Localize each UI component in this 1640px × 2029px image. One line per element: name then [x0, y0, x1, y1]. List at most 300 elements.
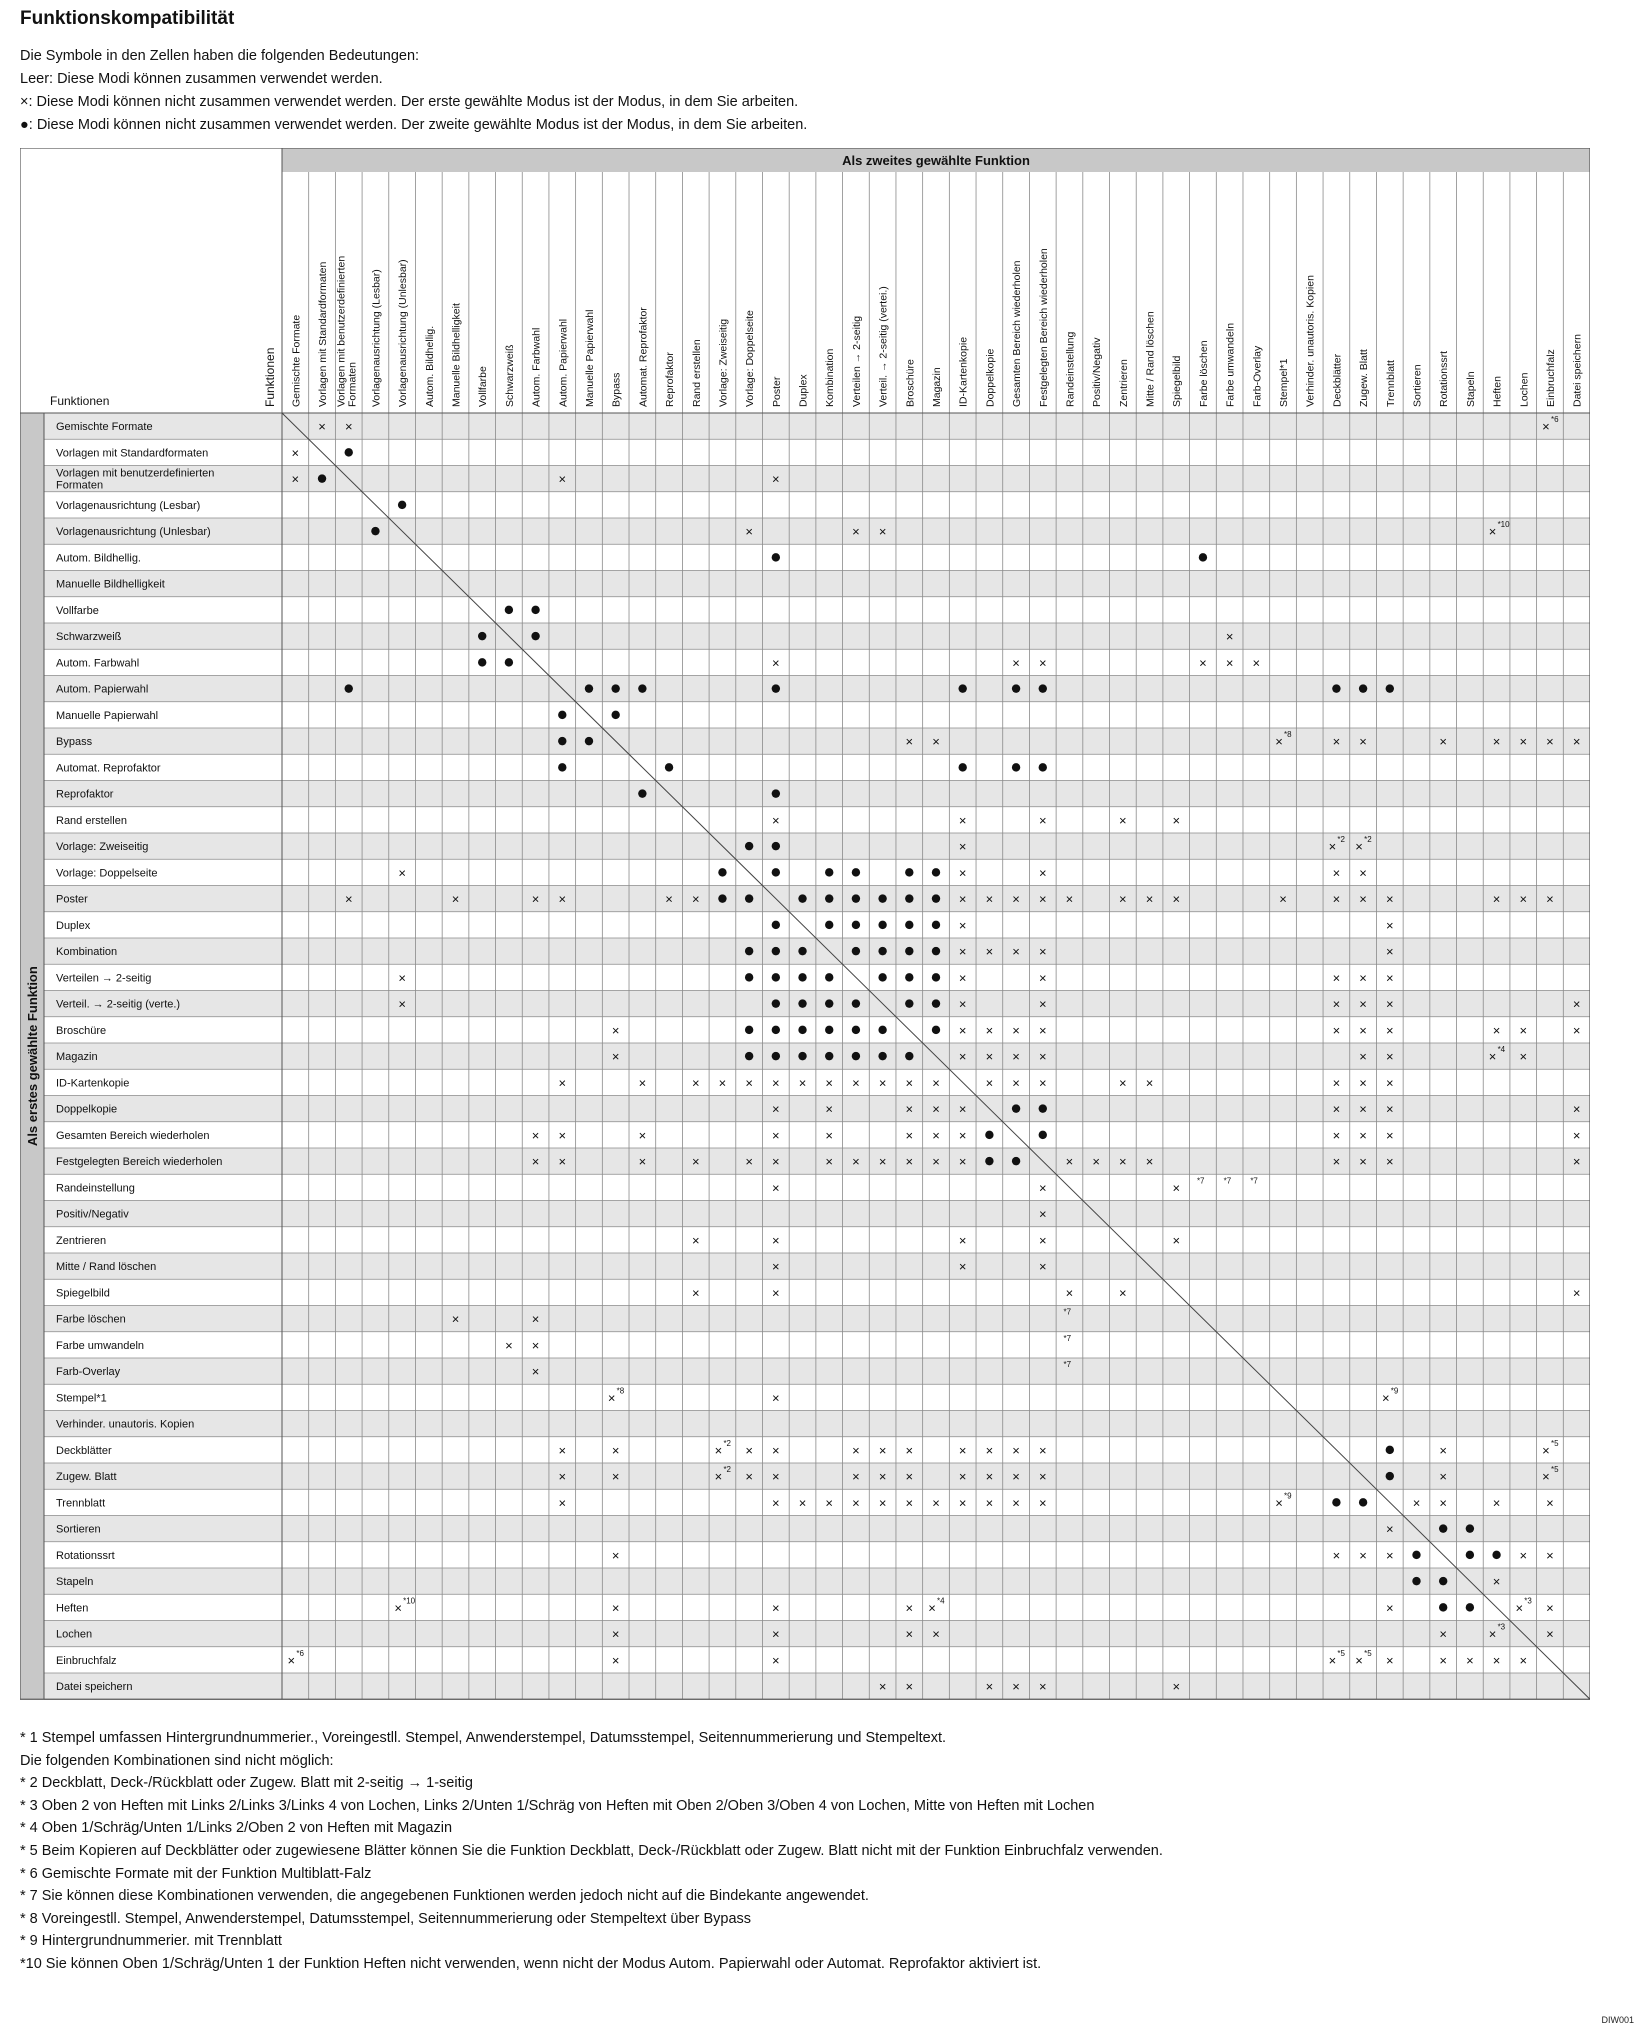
cross-mark: ×: [958, 1259, 967, 1275]
cross-mark: ×: [1038, 1495, 1047, 1511]
cross-mark: ×: [611, 1022, 620, 1038]
dot-mark: [1332, 1498, 1340, 1506]
dot-mark: [531, 632, 539, 640]
cross-mark: ×: [1439, 1626, 1447, 1642]
dot-mark: [825, 973, 833, 981]
cross-mark: ×: [772, 1495, 780, 1511]
cross-mark: ×: [344, 419, 353, 435]
row-label: Gesamten Bereich wiederholen: [56, 1129, 210, 1142]
cross-mark: ×: [1385, 970, 1394, 986]
dot-mark: [772, 789, 780, 797]
cross-mark: ×: [1381, 1390, 1390, 1406]
row-label: Magazin: [56, 1051, 98, 1063]
cross-mark: ×: [1038, 655, 1047, 671]
cross-mark: ×: [611, 1652, 620, 1668]
cross-mark: ×: [1385, 1075, 1394, 1091]
row-label: Vorlagenausrichtung (Unlesbar): [56, 526, 211, 538]
cross-mark: ×: [291, 471, 300, 487]
cross-mark: ×: [1519, 1547, 1528, 1563]
column-label: Reprofaktor: [664, 352, 677, 407]
dot-mark: [558, 711, 566, 719]
column-label: Vorlagenausrichtung (Lesbar): [370, 269, 383, 407]
cross-mark: ×: [1359, 1127, 1367, 1143]
row-stripe: [44, 1096, 1590, 1122]
row-label: ID-Kartenkopie: [56, 1077, 130, 1090]
page-title: Funktionskompatibilität: [20, 8, 235, 29]
footnote-ref: *5: [1364, 1648, 1372, 1658]
cross-mark: ×: [772, 1442, 780, 1458]
cross-mark: ×: [1542, 419, 1550, 435]
cross-mark: ×: [1332, 1022, 1341, 1038]
dot-mark: [772, 973, 780, 981]
dot-mark: [932, 999, 940, 1007]
cross-mark: ×: [1012, 944, 1020, 960]
dot-mark: [745, 947, 753, 955]
cross-mark: ×: [1572, 1285, 1581, 1301]
cross-mark: ×: [1119, 1285, 1127, 1301]
cross-mark: ×: [1385, 1154, 1394, 1170]
dot-mark: [558, 737, 566, 745]
cross-mark: ×: [1252, 655, 1261, 671]
cross-mark: ×: [718, 1075, 727, 1091]
row-group-label: Als erstes gewählte Funktion: [25, 966, 40, 1147]
cross-mark: ×: [638, 1154, 647, 1170]
dot-mark: [932, 973, 940, 981]
cross-mark: ×: [825, 1075, 834, 1091]
column-group-label: Als zweites gewählte Funktion: [842, 153, 1030, 168]
cross-mark: ×: [607, 1390, 616, 1406]
dot-mark: [478, 632, 486, 640]
cross-mark: ×: [1359, 1101, 1367, 1117]
cross-mark: ×: [905, 1679, 914, 1695]
cross-mark: ×: [1012, 1022, 1020, 1038]
cross-mark: ×: [1488, 1049, 1497, 1065]
cross-mark: ×: [1328, 839, 1337, 855]
column-label: Deckblätter: [1331, 353, 1344, 407]
dot-mark: [1359, 684, 1367, 692]
dot-mark: [905, 999, 913, 1007]
column-label: ID-Kartenkopie: [957, 336, 970, 407]
cross-mark: ×: [1546, 1547, 1554, 1563]
corner-row-label: Funktionen: [50, 394, 110, 408]
cross-mark: ×: [1359, 1022, 1367, 1038]
cross-mark: ×: [1225, 655, 1234, 671]
dot-mark: [878, 947, 886, 955]
cross-mark: ×: [852, 524, 860, 540]
cross-mark: ×: [958, 996, 967, 1012]
dot-mark: [852, 868, 860, 876]
column-label: Verhinder. unautoris. Kopien: [1304, 275, 1317, 407]
dot-mark: [798, 894, 806, 902]
cross-mark: ×: [1359, 1075, 1367, 1091]
cross-mark: ×: [932, 1075, 940, 1091]
cross-mark: ×: [398, 970, 406, 986]
row-label: Farb-Overlay: [56, 1366, 121, 1378]
dot-mark: [932, 868, 940, 876]
dot-mark: [772, 553, 780, 561]
cross-mark: ×: [958, 944, 967, 960]
cross-mark: ×: [878, 1154, 887, 1170]
cross-mark: ×: [1359, 891, 1367, 907]
cross-mark: ×: [905, 1101, 914, 1117]
footnote-ref: *2: [723, 1438, 732, 1448]
row-label: Einbruchfalz: [56, 1654, 117, 1667]
cross-mark: ×: [1225, 629, 1234, 645]
dot-mark: [1466, 1603, 1474, 1611]
cross-mark: ×: [1012, 1679, 1020, 1695]
cross-mark: ×: [1359, 865, 1367, 881]
cross-mark: ×: [1355, 1652, 1363, 1668]
cross-mark: ×: [611, 1547, 620, 1563]
symbol-legend: [20, 45, 1620, 137]
row-label: Randeinstellung: [56, 1182, 135, 1195]
cross-mark: ×: [1519, 734, 1528, 750]
footnote-7: * 7 Sie können diese Kombinationen verwenden, die angegebenen Funktionen werden jedoch nicht auf die Bindekante angewendet.: [20, 1888, 869, 1905]
cross-mark: ×: [1332, 865, 1341, 881]
dot-mark: [825, 1052, 833, 1060]
row-label: Bypass: [56, 736, 93, 748]
cross-mark: ×: [1038, 996, 1047, 1012]
cross-mark: ×: [1065, 891, 1074, 907]
dot-mark: [878, 1026, 886, 1034]
dot-mark: [932, 894, 940, 902]
cross-mark: ×: [958, 891, 967, 907]
footnote-ref: *10: [403, 1596, 416, 1606]
cross-mark: ×: [958, 1022, 967, 1038]
cross-mark: ×: [1385, 1652, 1394, 1668]
cross-mark: ×: [1038, 1232, 1047, 1248]
cross-mark: ×: [905, 1626, 914, 1642]
column-label: Spiegelbild: [1171, 355, 1184, 407]
cross-mark: ×: [451, 1311, 460, 1327]
row-label: Stempel*1: [56, 1392, 107, 1405]
cross-mark: ×: [1332, 1075, 1341, 1091]
dot-mark: [932, 947, 940, 955]
cross-mark: ×: [611, 1049, 620, 1065]
cross-mark: ×: [1546, 734, 1554, 750]
cross-mark: ×: [1012, 891, 1020, 907]
cross-mark: ×: [1038, 1679, 1047, 1695]
cross-mark: ×: [1519, 891, 1528, 907]
dot-mark: [1439, 1577, 1447, 1585]
column-label: Zugew. Blatt: [1358, 349, 1371, 407]
cross-mark: ×: [878, 1469, 887, 1485]
dot-mark: [825, 1026, 833, 1034]
cross-mark: ×: [1145, 1075, 1154, 1091]
footnote-ref: *4: [937, 1596, 945, 1606]
dot-mark: [558, 763, 566, 771]
row-label: Schwarzweiß: [56, 631, 122, 643]
cross-mark: ×: [531, 1154, 540, 1170]
cross-mark: ×: [451, 891, 460, 907]
dot-mark: [985, 1131, 993, 1139]
footnote-ref: *2: [1364, 835, 1372, 844]
column-label: Vorlagen mit benutzerdefinierten: [335, 255, 348, 407]
cross-mark: ×: [1332, 1154, 1341, 1170]
cross-mark: ×: [691, 1232, 700, 1248]
dot-mark: [825, 999, 833, 1007]
column-label: Broschüre: [904, 359, 917, 407]
row-stripe: [44, 1621, 1590, 1647]
dot-mark: [985, 1157, 993, 1165]
cross-mark: ×: [825, 1127, 834, 1143]
cross-mark: ×: [878, 1679, 887, 1695]
cross-mark: ×: [714, 1469, 723, 1485]
cross-mark: ×: [1572, 1127, 1581, 1143]
cross-mark: ×: [1385, 996, 1394, 1012]
cross-mark: ×: [1275, 1495, 1283, 1511]
cross-mark: ×: [958, 1127, 967, 1143]
column-label: Doppelkopie: [984, 348, 997, 407]
cross-mark: ×: [772, 471, 780, 487]
cross-mark: ×: [825, 1154, 834, 1170]
dot-mark: [1012, 763, 1020, 771]
cross-mark: ×: [985, 1495, 994, 1511]
cross-mark: ×: [1466, 1652, 1474, 1668]
cross-mark: ×: [1279, 891, 1287, 907]
cross-mark: ×: [985, 891, 994, 907]
footnote-ref: *7: [1063, 1333, 1072, 1343]
cross-mark: ×: [958, 1154, 967, 1170]
column-label: Vorlagenausrichtung (Unlesbar): [397, 259, 410, 407]
cross-mark: ×: [1332, 1127, 1341, 1143]
dot-mark: [852, 947, 860, 955]
cross-mark: ×: [1492, 891, 1501, 907]
row-label: Reprofaktor: [56, 788, 114, 801]
cross-mark: ×: [1546, 1600, 1554, 1616]
cross-mark: ×: [772, 1232, 780, 1248]
column-label: Schwarzweiß: [503, 344, 516, 407]
column-label: Heften: [1491, 376, 1504, 407]
cross-mark: ×: [1359, 1547, 1367, 1563]
row-label: Verteil. → 2-seitig (verte.): [56, 998, 181, 1011]
footnote-ref: *2: [723, 1465, 732, 1474]
row-label: Deckblätter: [56, 1444, 112, 1457]
dot-mark: [772, 684, 780, 692]
dot-mark: [798, 1026, 806, 1034]
cross-mark: ×: [905, 734, 914, 750]
column-label: Farbe umwandeln: [1224, 322, 1237, 407]
row-stripe: [44, 676, 1590, 702]
dot-mark: [1412, 1577, 1420, 1585]
row-stripe: [44, 1673, 1590, 1699]
cross-mark: ×: [772, 1626, 780, 1642]
cross-mark: ×: [394, 1600, 402, 1616]
cross-mark: ×: [1328, 1652, 1337, 1668]
dot-mark: [1039, 684, 1047, 692]
row-label: Automat. Reprofaktor: [56, 762, 161, 775]
dot-mark: [638, 684, 646, 692]
column-label: Manuelle Bildhelligkeit: [450, 303, 463, 407]
cross-mark: ×: [985, 1469, 994, 1485]
cross-mark: ×: [1119, 891, 1127, 907]
cross-mark: ×: [1119, 1075, 1127, 1091]
column-label: Farb-Overlay: [1251, 345, 1264, 407]
cross-mark: ×: [772, 1285, 780, 1301]
cross-mark: ×: [1172, 1180, 1181, 1196]
cross-mark: ×: [1355, 839, 1363, 855]
cross-mark: ×: [691, 1154, 700, 1170]
cross-mark: ×: [745, 524, 753, 540]
cross-mark: ×: [1038, 865, 1047, 881]
column-label: Sortieren: [1411, 364, 1424, 407]
corner-col-label: Funktionen: [263, 347, 277, 407]
cross-mark: ×: [905, 1469, 914, 1485]
cross-mark: ×: [1359, 1154, 1367, 1170]
cross-mark: ×: [825, 1101, 834, 1117]
cross-mark: ×: [1385, 1127, 1394, 1143]
cross-mark: ×: [958, 812, 967, 828]
cross-mark: ×: [852, 1469, 860, 1485]
cross-mark: ×: [558, 1075, 567, 1091]
cross-mark: ×: [772, 655, 780, 671]
cross-mark: ×: [1572, 996, 1581, 1012]
dot-mark: [772, 1052, 780, 1060]
cross-mark: ×: [825, 1495, 834, 1511]
cross-mark: ×: [1332, 970, 1341, 986]
row-label: Vorlagen mit Standardformaten: [56, 447, 209, 460]
row-label: Formaten: [56, 479, 104, 492]
column-label: Randeinstellung: [1064, 331, 1077, 407]
dot-mark: [852, 1052, 860, 1060]
column-label: Lochen: [1518, 372, 1531, 407]
column-label: Einbruchfalz: [1544, 349, 1557, 407]
row-label: Autom. Farbwahl: [56, 657, 140, 670]
cross-mark: ×: [958, 1232, 967, 1248]
column-label: Positiv/Negativ: [1091, 337, 1104, 407]
row-label: Duplex: [56, 919, 91, 932]
cross-mark: ×: [798, 1075, 807, 1091]
footnote-ref: *5: [1550, 1438, 1559, 1448]
row-stripe: [44, 1516, 1590, 1542]
cross-mark: ×: [1385, 917, 1394, 933]
dot-mark: [745, 973, 753, 981]
cross-mark: ×: [1359, 970, 1367, 986]
cross-mark: ×: [1172, 812, 1181, 828]
row-label: Heften: [56, 1602, 89, 1615]
cross-mark: ×: [1038, 1049, 1047, 1065]
cross-mark: ×: [878, 524, 887, 540]
row-stripe: [44, 991, 1590, 1017]
cross-mark: ×: [958, 970, 967, 986]
dot-mark: [345, 684, 353, 692]
footnote-4: * 4 Oben 1/Schräg/Unten 1/Links 2/Oben 2 von Heften mit Magazin: [20, 1820, 453, 1837]
cross-mark: ×: [531, 1364, 540, 1380]
dot-mark: [718, 868, 726, 876]
dot-mark: [1439, 1603, 1447, 1611]
row-stripe: [44, 623, 1590, 649]
row-label: Rand erstellen: [56, 814, 127, 827]
cross-mark: ×: [691, 1075, 700, 1091]
legend-dot: ●: Diese Modi können nicht zusammen verwendet werden. Der zweite gewählte Modus ist der Modus, in dem Sie arbeiten.: [20, 117, 808, 133]
dot-mark: [1012, 1104, 1020, 1112]
column-label: Gesamten Bereich wiederholen: [1011, 260, 1024, 407]
cross-mark: ×: [1546, 891, 1554, 907]
cross-mark: ×: [985, 1075, 994, 1091]
cross-mark: ×: [1038, 1259, 1047, 1275]
column-label: Stempel*1: [1278, 358, 1291, 407]
footnote-ref: *7: [1250, 1176, 1258, 1186]
cross-mark: ×: [985, 1442, 994, 1458]
cross-mark: ×: [344, 891, 353, 907]
dot-mark: [585, 684, 593, 692]
row-label: Autom. Papierwahl: [56, 683, 149, 696]
cross-mark: ×: [745, 1075, 753, 1091]
cross-mark: ×: [958, 839, 967, 855]
cross-mark: ×: [1385, 1547, 1394, 1563]
cross-mark: ×: [772, 1469, 780, 1485]
cross-mark: ×: [878, 1495, 887, 1511]
dot-mark: [1466, 1524, 1474, 1532]
cross-mark: ×: [1038, 812, 1047, 828]
cross-mark: ×: [531, 891, 540, 907]
footnote-ref: *6: [1550, 415, 1559, 424]
column-label: Vorlage: Zweiseitig: [717, 318, 730, 407]
row-label: Vollfarbe: [56, 604, 99, 617]
dot-mark: [1412, 1551, 1420, 1559]
row-stripe: [44, 886, 1590, 912]
dot-mark: [1386, 684, 1394, 692]
cross-mark: ×: [1145, 891, 1154, 907]
cross-mark: ×: [958, 1049, 967, 1065]
column-label: Rand erstellen: [690, 339, 703, 407]
cross-mark: ×: [905, 1495, 914, 1511]
dot-mark: [638, 789, 646, 797]
cross-mark: ×: [1038, 1075, 1047, 1091]
row-label: Sortieren: [56, 1523, 101, 1536]
footnote-ref: *8: [616, 1386, 625, 1396]
dot-mark: [852, 1026, 860, 1034]
cross-mark: ×: [1092, 1154, 1100, 1170]
row-label: Rotationssrt: [56, 1549, 115, 1562]
cross-mark: ×: [638, 1075, 647, 1091]
cross-mark: ×: [558, 1127, 567, 1143]
dot-mark: [878, 894, 886, 902]
cross-mark: ×: [985, 1049, 994, 1065]
cross-mark: ×: [1359, 996, 1367, 1012]
figure-code: DIW001: [1601, 2015, 1634, 2025]
cross-mark: ×: [558, 1442, 567, 1458]
cross-mark: ×: [1359, 734, 1367, 750]
cross-mark: ×: [1492, 1652, 1501, 1668]
dot-mark: [772, 947, 780, 955]
footnote-ref: *8: [1284, 730, 1292, 739]
dot-mark: [611, 684, 619, 692]
dot-mark: [1039, 1104, 1047, 1112]
row-label: Poster: [56, 893, 88, 906]
dot-mark: [1359, 1498, 1367, 1506]
column-label: Autom. Bildhellig.: [423, 325, 436, 407]
dot-mark: [852, 999, 860, 1007]
cross-mark: ×: [745, 1442, 753, 1458]
cross-mark: ×: [1385, 1049, 1394, 1065]
cross-mark: ×: [878, 1075, 887, 1091]
row-label: Broschüre: [56, 1024, 107, 1037]
row-label: Verteilen → 2-seitig: [56, 972, 152, 985]
row-stripe: [44, 571, 1590, 597]
column-label: Automat. Reprofaktor: [637, 307, 650, 407]
dot-mark: [1332, 684, 1340, 692]
row-label: Manuelle Bildhelligkeit: [56, 578, 165, 591]
footnote-2: * 2 Deckblatt, Deck-/Rückblatt oder Zugew. Blatt mit 2-seitig → 1-seitig: [20, 1775, 473, 1792]
footnote-ref: *4: [1497, 1045, 1506, 1054]
row-label: Autom. Bildhellig.: [56, 552, 141, 565]
row-stripe: [44, 518, 1590, 544]
cross-mark: ×: [852, 1154, 860, 1170]
dot-mark: [318, 474, 326, 482]
footnote-ref: *6: [296, 1648, 304, 1658]
column-label: Autom. Farbwahl: [530, 327, 543, 407]
